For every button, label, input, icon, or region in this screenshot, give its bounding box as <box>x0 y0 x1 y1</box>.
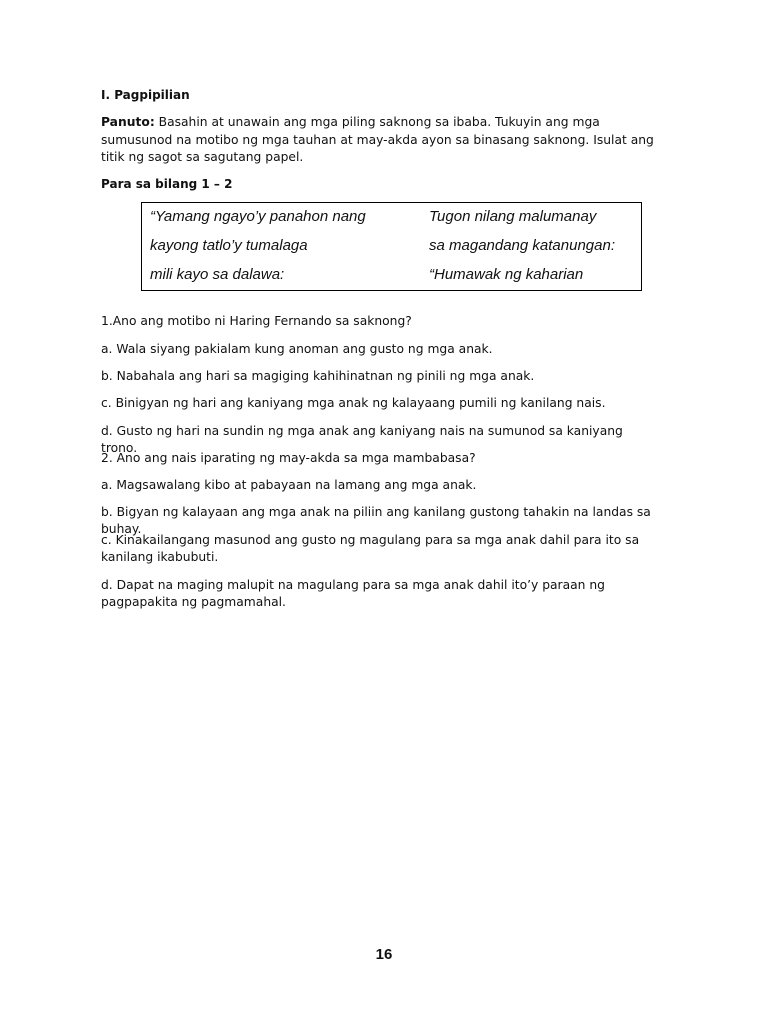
choice-2c: c. Kinakailangang masunod ang gusto ng magulang para sa mga anak dahil para ito sa kanilang ikabubuti. <box>101 533 640 564</box>
stanza-right-column <box>429 206 615 293</box>
item-range-label: Para sa bilang 1 – 2 <box>101 177 233 191</box>
section-title: I. Pagpipilian <box>101 88 190 102</box>
choice-2b: b. Bigyan ng kalayaan ang mga anak na piliin ang kanilang gustong tahakin na landas sa buhay. <box>101 505 651 536</box>
instructions-paragraph <box>101 114 661 167</box>
choice-1d: d. Gusto ng hari na sundin ng mga anak ang kaniyang nais na sumunod sa kaniyang trono. <box>101 424 623 455</box>
instructions-text: Basahin at unawain ang mga piling saknong sa ibaba. Tukuyin ang mga sumusunod na motibo ng mga tauhan at may-akda ayon sa binasang saknong. Isulat ang titik ng sagot sa sagutang papel. <box>101 115 654 164</box>
page-number: 16 <box>375 946 393 963</box>
stanza-line: sa magandang katanungan: <box>429 237 615 254</box>
choice-2a: a. Magsawalang kibo at pabayaan na lamang ang mga anak. <box>101 478 477 492</box>
stanza-box <box>141 202 642 291</box>
stanza-line: “Yamang ngayo’y panahon nang <box>150 208 366 225</box>
choice-1b: b. Nabahala ang hari sa magiging kahihinatnan ng pinili ng mga anak. <box>101 369 535 383</box>
question-2: 2. Ano ang nais iparating ng may-akda sa mga mambabasa? <box>101 451 476 465</box>
instructions-label: Panuto: <box>101 115 155 129</box>
choice-1c: c. Binigyan ng hari ang kaniyang mga anak ng kalayaang pumili ng kanilang nais. <box>101 396 606 410</box>
stanza-line: Tugon nilang malumanay <box>429 208 597 225</box>
choice-1a: a. Wala siyang pakialam kung anoman ang gusto ng mga anak. <box>101 342 493 356</box>
stanza-line: mili kayo sa dalawa: <box>150 266 285 283</box>
question-1: 1.Ano ang motibo ni Haring Fernando sa saknong? <box>101 314 412 328</box>
stanza-line: kayong tatlo’y tumalaga <box>150 237 308 254</box>
stanza-left-column <box>150 206 366 293</box>
stanza-line: “Humawak ng kaharian <box>429 266 584 283</box>
choice-2d: d. Dapat na maging malupit na magulang para sa mga anak dahil ito’y paraan ng pagpapakita ng pagmamahal. <box>101 578 605 609</box>
